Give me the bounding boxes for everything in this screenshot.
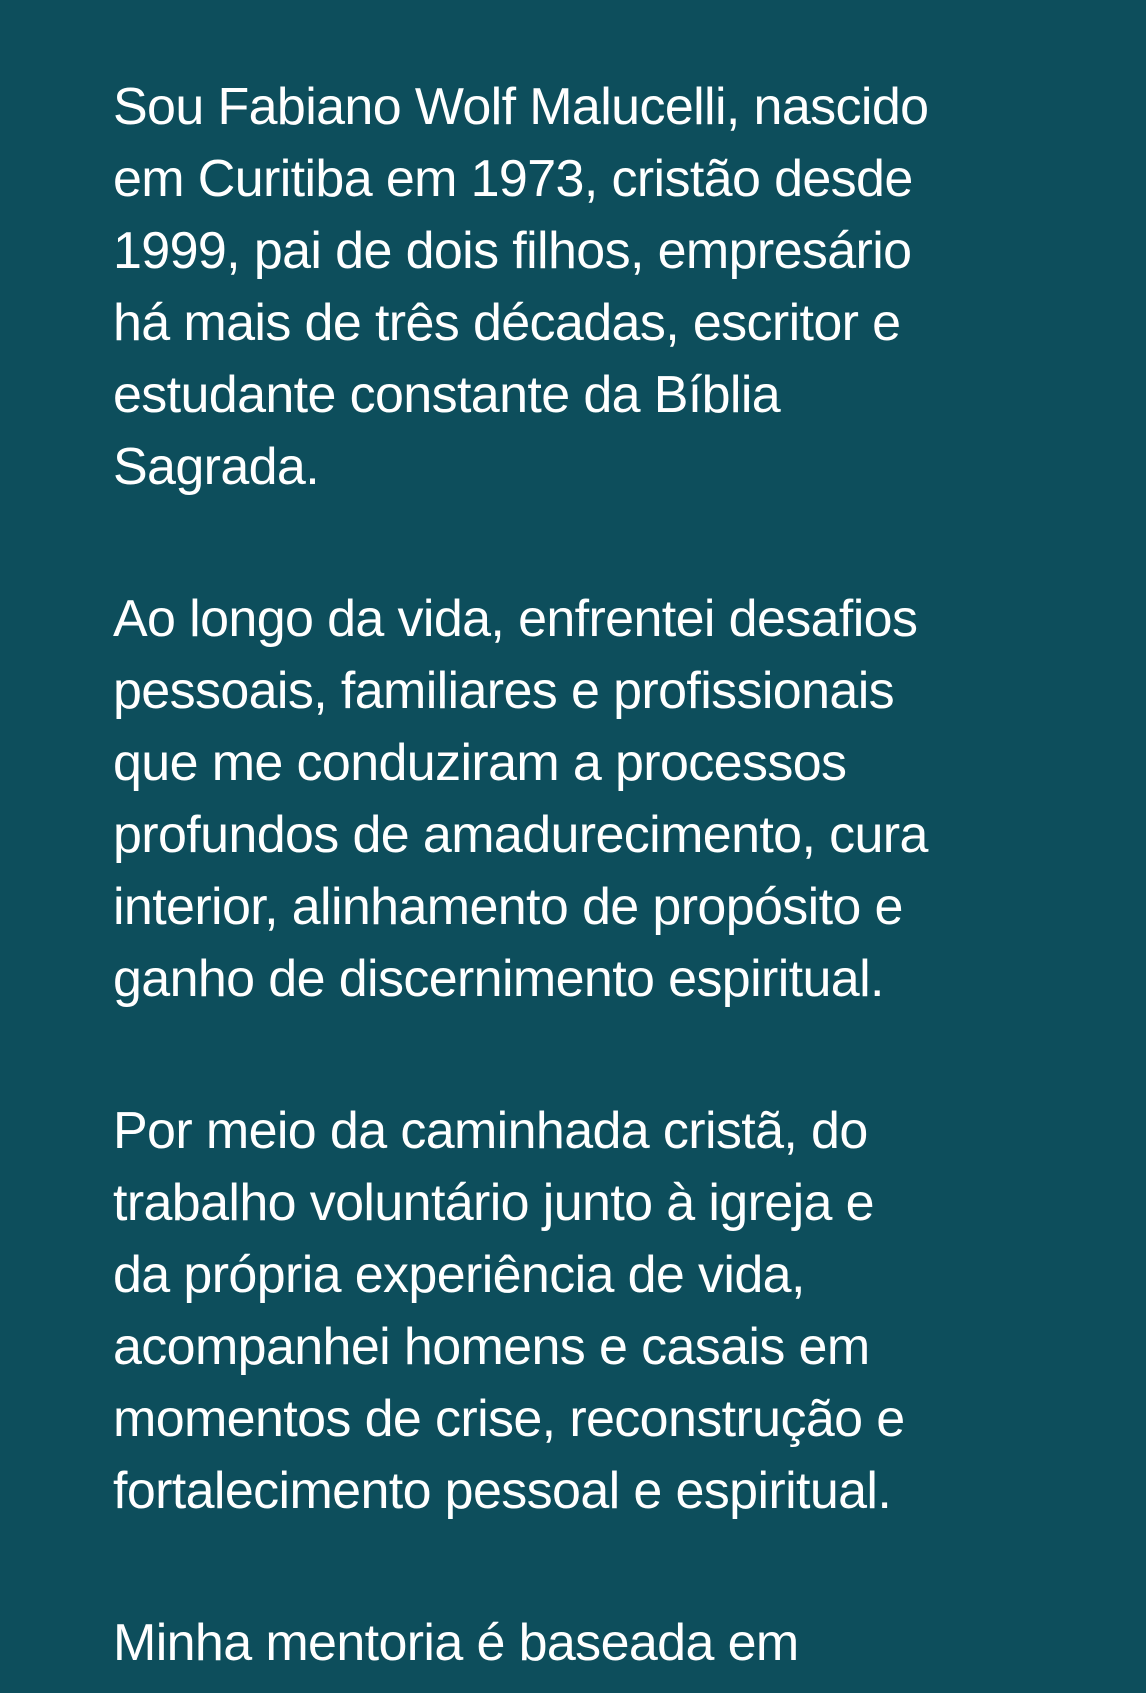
bio-text-line: interior, alinhamento de propósito e (113, 878, 903, 936)
bio-text-line: profundos de amadurecimento, cura (113, 806, 928, 864)
bio-text-line: acompanhei homens e casais em (113, 1318, 870, 1376)
bio-text-line: da própria experiência de vida, (113, 1246, 805, 1304)
bio-text-line: fortalecimento pessoal e espiritual. (113, 1462, 892, 1520)
bio-text-line: Por meio da caminhada cristã, do (113, 1102, 868, 1160)
bio-paragraph-3 (113, 1095, 1106, 1527)
bio-text-line: que me conduziram a processos (113, 734, 847, 792)
bio-text-line: trabalho voluntário junto à igreja e (113, 1174, 874, 1232)
bio-text-line: há mais de três décadas, escritor e (113, 294, 901, 352)
bio-paragraph-2 (113, 583, 1106, 1015)
bio-text-line: Minha mentoria é baseada em (113, 1614, 799, 1672)
bio-text-line: 1999, pai de dois filhos, empresário (113, 222, 912, 280)
bio-text-line: momentos de crise, reconstrução e (113, 1390, 905, 1448)
bio-text-line: Sagrada. (113, 438, 320, 496)
bio-paragraph-1 (113, 71, 1106, 503)
bio-text-line: estudante constante da Bíblia (113, 366, 781, 424)
bio-text-line: Sou Fabiano Wolf Malucelli, nascido (113, 78, 929, 136)
bio-text-line: pessoais, familiares e profissionais (113, 662, 894, 720)
bio-text-line: Ao longo da vida, enfrentei desafios (113, 590, 918, 648)
bio-text-line: em Curitiba em 1973, cristão desde (113, 150, 913, 208)
bio-paragraph-4 (113, 1607, 1106, 1679)
bio-text-line: ganho de discernimento espiritual. (113, 950, 884, 1008)
